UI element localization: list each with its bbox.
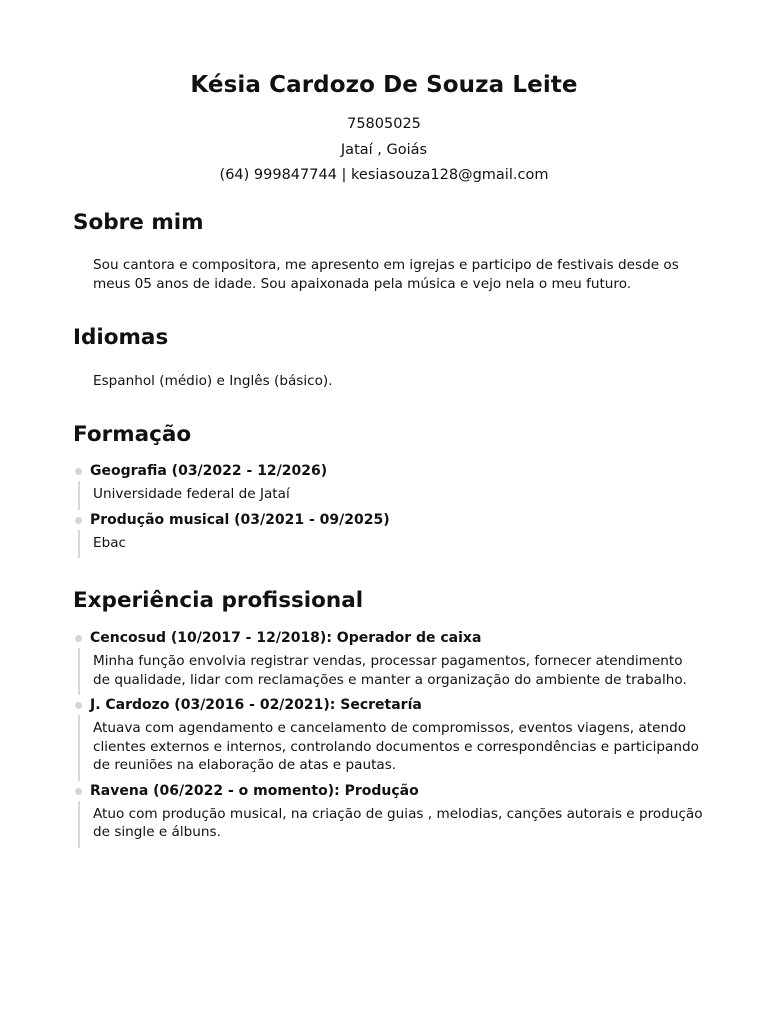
education-item-detail: Ebac [78, 530, 703, 559]
education-item [73, 461, 703, 510]
education-item-heading-text: Produção musical (03/2021 - 09/2025) [90, 511, 390, 528]
section-education [73, 420, 703, 558]
bullet-dot-icon [75, 702, 82, 709]
section-title-languages: Idiomas [73, 325, 169, 350]
experience-item [73, 781, 703, 848]
education-item-detail: Universidade federal de Jataí [78, 481, 703, 510]
education-item-heading [73, 510, 703, 530]
experience-item-heading-text: Ravena (06/2022 - o momento): Produção [90, 782, 419, 799]
section-about [73, 208, 703, 293]
bullet-dot-icon [75, 468, 82, 475]
resume-header [0, 0, 768, 189]
person-name: Késia Cardozo De Souza Leite [190, 72, 578, 98]
experience-item-detail: Atuo com produção musical, na criação de guias , melodias, canções autorais e produção de single e álbuns. [78, 801, 703, 848]
experience-item-heading-text: J. Cardozo (03/2016 - 02/2021): Secretaría [90, 697, 422, 713]
experience-item-detail: Atuava com agendamento e cancelamento de compromissos, eventos viagens, atendo clientes externos e internos, controlando documentos e correspondências e participando de reuniões na elaboração de atas e pautas. [78, 715, 703, 781]
section-title-about: Sobre mim [73, 210, 204, 235]
experience-item-heading [73, 695, 703, 715]
experience-item-heading [73, 628, 703, 648]
section-experience [73, 586, 703, 848]
experience-item-detail: Minha função envolvia registrar vendas, processar pagamentos, fornecer atendimento de qualidade, lidar com reclamações e manter a organização do ambiente de trabalho. [78, 648, 703, 695]
location: Jataí , Goiás [340, 141, 428, 158]
postal-code: 75805025 [347, 116, 421, 132]
section-title-education: Formação [73, 422, 192, 447]
section-title-experience: Experiência profissional [73, 588, 364, 613]
phone-email: (64) 999847744 | kesiasouza128@gmail.com [219, 167, 549, 183]
section-languages [73, 323, 703, 391]
about-text: Sou cantora e compositora, me apresento em igrejas e participo de festivais desde os meus 05 anos de idade. Sou apaixonada pela música e vejo nela o meu futuro. [93, 257, 679, 292]
languages-text: Espanhol (médio) e Inglês (básico). [93, 373, 333, 389]
experience-item-heading [73, 781, 703, 801]
experience-item-heading-text: Cencosud (10/2017 - 12/2018): Operador de caixa [90, 630, 482, 646]
bullet-dot-icon [75, 788, 82, 795]
education-item [73, 510, 703, 559]
experience-item [73, 695, 703, 781]
education-item-heading [73, 461, 703, 481]
bullet-dot-icon [75, 635, 82, 642]
experience-item [73, 628, 703, 695]
bullet-dot-icon [75, 517, 82, 524]
education-item-heading-text: Geografia (03/2022 - 12/2026) [90, 463, 328, 479]
